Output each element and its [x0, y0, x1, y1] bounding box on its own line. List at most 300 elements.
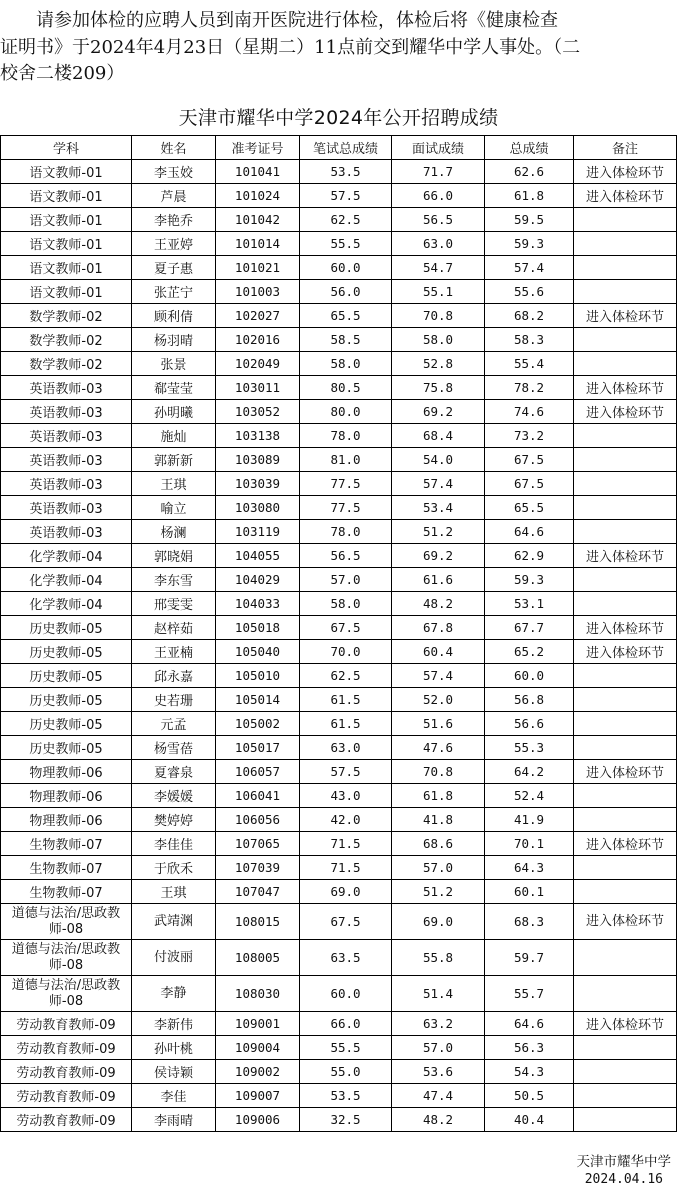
cell-subject: 历史教师-05	[1, 712, 132, 736]
cell-interview-score: 56.5	[392, 208, 485, 232]
cell-remark	[574, 808, 677, 832]
cell-written-score: 56.0	[300, 280, 392, 304]
cell-exam-id: 109007	[216, 1084, 300, 1108]
cell-written-score: 57.5	[300, 184, 392, 208]
table-row	[1, 1108, 677, 1132]
table-row	[1, 1060, 677, 1084]
cell-subject: 化学教师-04	[1, 544, 132, 568]
cell-interview-score: 53.6	[392, 1060, 485, 1084]
cell-exam-id: 102049	[216, 352, 300, 376]
table-row	[1, 760, 677, 784]
cell-total-score: 54.3	[485, 1060, 574, 1084]
cell-written-score: 80.5	[300, 376, 392, 400]
cell-written-score: 71.5	[300, 856, 392, 880]
cell-name: 王琪	[132, 472, 216, 496]
cell-remark	[574, 1060, 677, 1084]
cell-exam-id: 108015	[216, 904, 300, 940]
cell-subject: 生物教师-07	[1, 880, 132, 904]
header-subject: 学科	[1, 136, 132, 160]
cell-remark	[574, 520, 677, 544]
cell-remark	[574, 688, 677, 712]
table-row	[1, 592, 677, 616]
cell-exam-id: 105040	[216, 640, 300, 664]
cell-name: 邱永嘉	[132, 664, 216, 688]
cell-interview-score: 41.8	[392, 808, 485, 832]
cell-written-score: 58.5	[300, 328, 392, 352]
cell-subject: 语文教师-01	[1, 184, 132, 208]
cell-remark	[574, 1084, 677, 1108]
cell-name: 夏子惠	[132, 256, 216, 280]
cell-interview-score: 51.2	[392, 520, 485, 544]
cell-name: 李东雪	[132, 568, 216, 592]
cell-interview-score: 66.0	[392, 184, 485, 208]
cell-remark	[574, 712, 677, 736]
cell-interview-score: 57.4	[392, 472, 485, 496]
cell-written-score: 78.0	[300, 520, 392, 544]
table-row	[1, 712, 677, 736]
header-exam-id: 准考证号	[216, 136, 300, 160]
cell-written-score: 77.5	[300, 496, 392, 520]
cell-written-score: 77.5	[300, 472, 392, 496]
cell-subject: 物理教师-06	[1, 784, 132, 808]
cell-interview-score: 55.8	[392, 940, 485, 976]
cell-name: 王亚婷	[132, 232, 216, 256]
cell-exam-id: 103011	[216, 376, 300, 400]
cell-subject: 语文教师-01	[1, 280, 132, 304]
cell-exam-id: 103138	[216, 424, 300, 448]
table-row	[1, 376, 677, 400]
cell-interview-score: 69.0	[392, 904, 485, 940]
cell-interview-score: 51.4	[392, 976, 485, 1012]
cell-written-score: 69.0	[300, 880, 392, 904]
cell-written-score: 57.5	[300, 760, 392, 784]
cell-exam-id: 106057	[216, 760, 300, 784]
cell-total-score: 50.5	[485, 1084, 574, 1108]
cell-subject: 英语教师-03	[1, 520, 132, 544]
cell-interview-score: 61.8	[392, 784, 485, 808]
cell-interview-score: 55.1	[392, 280, 485, 304]
cell-total-score: 74.6	[485, 400, 574, 424]
cell-exam-id: 103052	[216, 400, 300, 424]
header-interview-score: 面试成绩	[392, 136, 485, 160]
cell-interview-score: 48.2	[392, 592, 485, 616]
cell-remark: 进入体检环节	[574, 160, 677, 184]
cell-remark: 进入体检环节	[574, 616, 677, 640]
cell-total-score: 65.2	[485, 640, 574, 664]
cell-subject: 化学教师-04	[1, 592, 132, 616]
cell-remark	[574, 280, 677, 304]
table-row	[1, 424, 677, 448]
cell-exam-id: 109002	[216, 1060, 300, 1084]
cell-total-score: 52.4	[485, 784, 574, 808]
cell-exam-id: 109001	[216, 1012, 300, 1036]
cell-subject: 物理教师-06	[1, 808, 132, 832]
cell-total-score: 68.3	[485, 904, 574, 940]
cell-interview-score: 57.0	[392, 1036, 485, 1060]
cell-written-score: 60.0	[300, 256, 392, 280]
cell-subject: 数学教师-02	[1, 304, 132, 328]
table-row	[1, 304, 677, 328]
cell-exam-id: 107065	[216, 832, 300, 856]
cell-name: 史若珊	[132, 688, 216, 712]
cell-name: 孙叶桃	[132, 1036, 216, 1060]
cell-interview-score: 52.8	[392, 352, 485, 376]
table-row	[1, 520, 677, 544]
cell-total-score: 59.3	[485, 232, 574, 256]
cell-interview-score: 48.2	[392, 1108, 485, 1132]
table-row	[1, 448, 677, 472]
table-row	[1, 280, 677, 304]
cell-total-score: 62.6	[485, 160, 574, 184]
cell-remark	[574, 940, 677, 976]
table-row	[1, 232, 677, 256]
cell-interview-score: 51.6	[392, 712, 485, 736]
cell-written-score: 78.0	[300, 424, 392, 448]
cell-exam-id: 104055	[216, 544, 300, 568]
cell-written-score: 62.5	[300, 208, 392, 232]
cell-total-score: 65.5	[485, 496, 574, 520]
cell-total-score: 59.3	[485, 568, 574, 592]
cell-subject: 数学教师-02	[1, 328, 132, 352]
cell-total-score: 55.7	[485, 976, 574, 1012]
cell-remark	[574, 328, 677, 352]
cell-interview-score: 71.7	[392, 160, 485, 184]
cell-remark	[574, 208, 677, 232]
table-row	[1, 784, 677, 808]
cell-exam-id: 106041	[216, 784, 300, 808]
cell-name: 王琪	[132, 880, 216, 904]
cell-remark	[574, 856, 677, 880]
table-row	[1, 568, 677, 592]
cell-subject: 历史教师-05	[1, 616, 132, 640]
table-body	[1, 160, 677, 1132]
cell-total-score: 60.1	[485, 880, 574, 904]
cell-name: 杨澜	[132, 520, 216, 544]
cell-written-score: 67.5	[300, 616, 392, 640]
cell-interview-score: 69.2	[392, 400, 485, 424]
cell-interview-score: 70.8	[392, 304, 485, 328]
cell-written-score: 70.0	[300, 640, 392, 664]
cell-subject: 数学教师-02	[1, 352, 132, 376]
cell-exam-id: 103080	[216, 496, 300, 520]
cell-remark	[574, 880, 677, 904]
cell-name: 李佳佳	[132, 832, 216, 856]
table-row	[1, 664, 677, 688]
cell-written-score: 80.0	[300, 400, 392, 424]
cell-subject: 语文教师-01	[1, 232, 132, 256]
cell-total-score: 64.3	[485, 856, 574, 880]
cell-written-score: 63.0	[300, 736, 392, 760]
cell-written-score: 53.5	[300, 1084, 392, 1108]
cell-interview-score: 52.0	[392, 688, 485, 712]
footer-date: 2024.04.16	[584, 1172, 663, 1187]
page-title: 天津市耀华中学2024年公开招聘成绩	[178, 107, 499, 129]
notice-line-2: 证明书》于2024年4月23日（星期二）11点前交到耀华中学人事处。（二	[0, 36, 581, 58]
cell-written-score: 66.0	[300, 1012, 392, 1036]
cell-written-score: 60.0	[300, 976, 392, 1012]
cell-name: 赵梓茹	[132, 616, 216, 640]
cell-name: 武靖渊	[132, 904, 216, 940]
cell-total-score: 55.4	[485, 352, 574, 376]
table-row	[1, 184, 677, 208]
cell-interview-score: 63.2	[392, 1012, 485, 1036]
cell-written-score: 61.5	[300, 712, 392, 736]
cell-written-score: 58.0	[300, 592, 392, 616]
cell-written-score: 63.5	[300, 940, 392, 976]
cell-name: 孙明曦	[132, 400, 216, 424]
cell-total-score: 40.4	[485, 1108, 574, 1132]
cell-remark: 进入体检环节	[574, 544, 677, 568]
cell-total-score: 73.2	[485, 424, 574, 448]
table-row	[1, 160, 677, 184]
table-row	[1, 616, 677, 640]
cell-total-score: 59.5	[485, 208, 574, 232]
table-row	[1, 880, 677, 904]
cell-name: 侯诗颖	[132, 1060, 216, 1084]
cell-subject: 劳动教育教师-09	[1, 1108, 132, 1132]
cell-name: 张芷宁	[132, 280, 216, 304]
cell-total-score: 56.8	[485, 688, 574, 712]
cell-total-score: 64.6	[485, 1012, 574, 1036]
table-row	[1, 976, 677, 1012]
cell-remark	[574, 976, 677, 1012]
cell-subject: 语文教师-01	[1, 256, 132, 280]
cell-exam-id: 105010	[216, 664, 300, 688]
cell-exam-id: 105018	[216, 616, 300, 640]
table-row	[1, 1012, 677, 1036]
cell-total-score: 61.8	[485, 184, 574, 208]
cell-total-score: 56.3	[485, 1036, 574, 1060]
cell-exam-id: 101024	[216, 184, 300, 208]
cell-subject: 语文教师-01	[1, 208, 132, 232]
cell-exam-id: 103119	[216, 520, 300, 544]
cell-exam-id: 106056	[216, 808, 300, 832]
cell-subject: 劳动教育教师-09	[1, 1060, 132, 1084]
cell-remark	[574, 568, 677, 592]
cell-exam-id: 103089	[216, 448, 300, 472]
cell-remark	[574, 1108, 677, 1132]
cell-subject: 劳动教育教师-09	[1, 1084, 132, 1108]
cell-name: 李雨晴	[132, 1108, 216, 1132]
cell-interview-score: 47.4	[392, 1084, 485, 1108]
notice-line-1: 请参加体检的应聘人员到南开医院进行体检，体检后将《健康检查	[36, 10, 558, 31]
cell-remark: 进入体检环节	[574, 760, 677, 784]
cell-interview-score: 68.6	[392, 832, 485, 856]
cell-subject: 英语教师-03	[1, 376, 132, 400]
cell-total-score: 67.7	[485, 616, 574, 640]
cell-total-score: 67.5	[485, 472, 574, 496]
cell-exam-id: 101041	[216, 160, 300, 184]
cell-subject: 道德与法治/思政教师-08	[1, 976, 132, 1012]
cell-written-score: 71.5	[300, 832, 392, 856]
cell-interview-score: 58.0	[392, 328, 485, 352]
cell-interview-score: 51.2	[392, 880, 485, 904]
cell-exam-id: 109004	[216, 1036, 300, 1060]
cell-name: 李新伟	[132, 1012, 216, 1036]
cell-written-score: 55.0	[300, 1060, 392, 1084]
cell-total-score: 62.9	[485, 544, 574, 568]
cell-remark	[574, 472, 677, 496]
cell-interview-score: 60.4	[392, 640, 485, 664]
cell-interview-score: 47.6	[392, 736, 485, 760]
cell-written-score: 53.5	[300, 160, 392, 184]
cell-name: 于欣禾	[132, 856, 216, 880]
table-row	[1, 940, 677, 976]
table-row	[1, 352, 677, 376]
cell-subject: 英语教师-03	[1, 496, 132, 520]
cell-subject: 英语教师-03	[1, 400, 132, 424]
table-header-row	[1, 136, 677, 160]
cell-exam-id: 108005	[216, 940, 300, 976]
cell-name: 王亚楠	[132, 640, 216, 664]
cell-total-score: 57.4	[485, 256, 574, 280]
cell-subject: 道德与法治/思政教师-08	[1, 940, 132, 976]
cell-exam-id: 104033	[216, 592, 300, 616]
cell-total-score: 55.3	[485, 736, 574, 760]
cell-total-score: 64.2	[485, 760, 574, 784]
cell-interview-score: 70.8	[392, 760, 485, 784]
table-row	[1, 328, 677, 352]
cell-name: 郭晓娟	[132, 544, 216, 568]
cell-total-score: 41.9	[485, 808, 574, 832]
cell-total-score: 58.3	[485, 328, 574, 352]
header-written-score: 笔试总成绩	[300, 136, 392, 160]
table-row	[1, 544, 677, 568]
cell-written-score: 62.5	[300, 664, 392, 688]
cell-written-score: 42.0	[300, 808, 392, 832]
cell-interview-score: 54.0	[392, 448, 485, 472]
table-row	[1, 1084, 677, 1108]
cell-interview-score: 75.8	[392, 376, 485, 400]
cell-interview-score: 53.4	[392, 496, 485, 520]
cell-name: 李佳	[132, 1084, 216, 1108]
header-total-score: 总成绩	[485, 136, 574, 160]
cell-exam-id: 101042	[216, 208, 300, 232]
cell-written-score: 55.5	[300, 232, 392, 256]
cell-subject: 生物教师-07	[1, 856, 132, 880]
cell-total-score: 70.1	[485, 832, 574, 856]
cell-name: 李玉姣	[132, 160, 216, 184]
header-remark: 备注	[574, 136, 677, 160]
cell-remark: 进入体检环节	[574, 832, 677, 856]
cell-name: 元孟	[132, 712, 216, 736]
cell-name: 邢雯雯	[132, 592, 216, 616]
header-name: 姓名	[132, 136, 216, 160]
cell-exam-id: 107039	[216, 856, 300, 880]
cell-subject: 物理教师-06	[1, 760, 132, 784]
cell-written-score: 32.5	[300, 1108, 392, 1132]
cell-total-score: 56.6	[485, 712, 574, 736]
table-row	[1, 832, 677, 856]
cell-remark	[574, 448, 677, 472]
cell-subject: 历史教师-05	[1, 688, 132, 712]
cell-subject: 英语教师-03	[1, 424, 132, 448]
cell-exam-id: 103039	[216, 472, 300, 496]
results-table	[0, 135, 677, 1132]
cell-interview-score: 57.0	[392, 856, 485, 880]
cell-written-score: 65.5	[300, 304, 392, 328]
table-row	[1, 1036, 677, 1060]
cell-name: 喻立	[132, 496, 216, 520]
notice-line-3: 校舍二楼209）	[0, 63, 125, 84]
cell-subject: 历史教师-05	[1, 736, 132, 760]
cell-remark	[574, 232, 677, 256]
cell-written-score: 55.5	[300, 1036, 392, 1060]
cell-remark: 进入体检环节	[574, 376, 677, 400]
cell-name: 杨雪蓓	[132, 736, 216, 760]
cell-exam-id: 105014	[216, 688, 300, 712]
cell-subject: 道德与法治/思政教师-08	[1, 904, 132, 940]
cell-exam-id: 108030	[216, 976, 300, 1012]
cell-total-score: 60.0	[485, 664, 574, 688]
cell-subject: 劳动教育教师-09	[1, 1012, 132, 1036]
cell-exam-id: 107047	[216, 880, 300, 904]
cell-name: 张景	[132, 352, 216, 376]
cell-interview-score: 69.2	[392, 544, 485, 568]
cell-remark	[574, 592, 677, 616]
cell-written-score: 81.0	[300, 448, 392, 472]
cell-subject: 英语教师-03	[1, 448, 132, 472]
cell-name: 李媛媛	[132, 784, 216, 808]
cell-total-score: 59.7	[485, 940, 574, 976]
cell-exam-id: 101014	[216, 232, 300, 256]
cell-written-score: 61.5	[300, 688, 392, 712]
cell-exam-id: 104029	[216, 568, 300, 592]
cell-subject: 化学教师-04	[1, 568, 132, 592]
footer-organization: 天津市耀华中学	[576, 1154, 671, 1170]
cell-name: 顾利倩	[132, 304, 216, 328]
cell-name: 郗莹莹	[132, 376, 216, 400]
cell-name: 杨羽晴	[132, 328, 216, 352]
table-row	[1, 472, 677, 496]
cell-written-score: 56.5	[300, 544, 392, 568]
cell-remark	[574, 424, 677, 448]
cell-written-score: 43.0	[300, 784, 392, 808]
cell-interview-score: 57.4	[392, 664, 485, 688]
cell-exam-id: 105017	[216, 736, 300, 760]
cell-remark	[574, 784, 677, 808]
cell-remark: 进入体检环节	[574, 184, 677, 208]
cell-remark	[574, 1036, 677, 1060]
table-row	[1, 208, 677, 232]
cell-name: 芦晨	[132, 184, 216, 208]
cell-name: 李静	[132, 976, 216, 1012]
cell-interview-score: 63.0	[392, 232, 485, 256]
cell-remark: 进入体检环节	[574, 400, 677, 424]
cell-subject: 生物教师-07	[1, 832, 132, 856]
cell-exam-id: 109006	[216, 1108, 300, 1132]
cell-total-score: 64.6	[485, 520, 574, 544]
cell-remark	[574, 352, 677, 376]
cell-subject: 历史教师-05	[1, 640, 132, 664]
cell-remark	[574, 256, 677, 280]
cell-remark: 进入体检环节	[574, 304, 677, 328]
cell-interview-score: 61.6	[392, 568, 485, 592]
cell-remark	[574, 496, 677, 520]
cell-remark: 进入体检环节	[574, 904, 677, 940]
cell-written-score: 58.0	[300, 352, 392, 376]
cell-name: 樊婷婷	[132, 808, 216, 832]
table-row	[1, 856, 677, 880]
table-row	[1, 640, 677, 664]
cell-exam-id: 102027	[216, 304, 300, 328]
cell-remark	[574, 736, 677, 760]
cell-total-score: 78.2	[485, 376, 574, 400]
cell-exam-id: 105002	[216, 712, 300, 736]
cell-name: 施灿	[132, 424, 216, 448]
cell-total-score: 68.2	[485, 304, 574, 328]
cell-subject: 劳动教育教师-09	[1, 1036, 132, 1060]
